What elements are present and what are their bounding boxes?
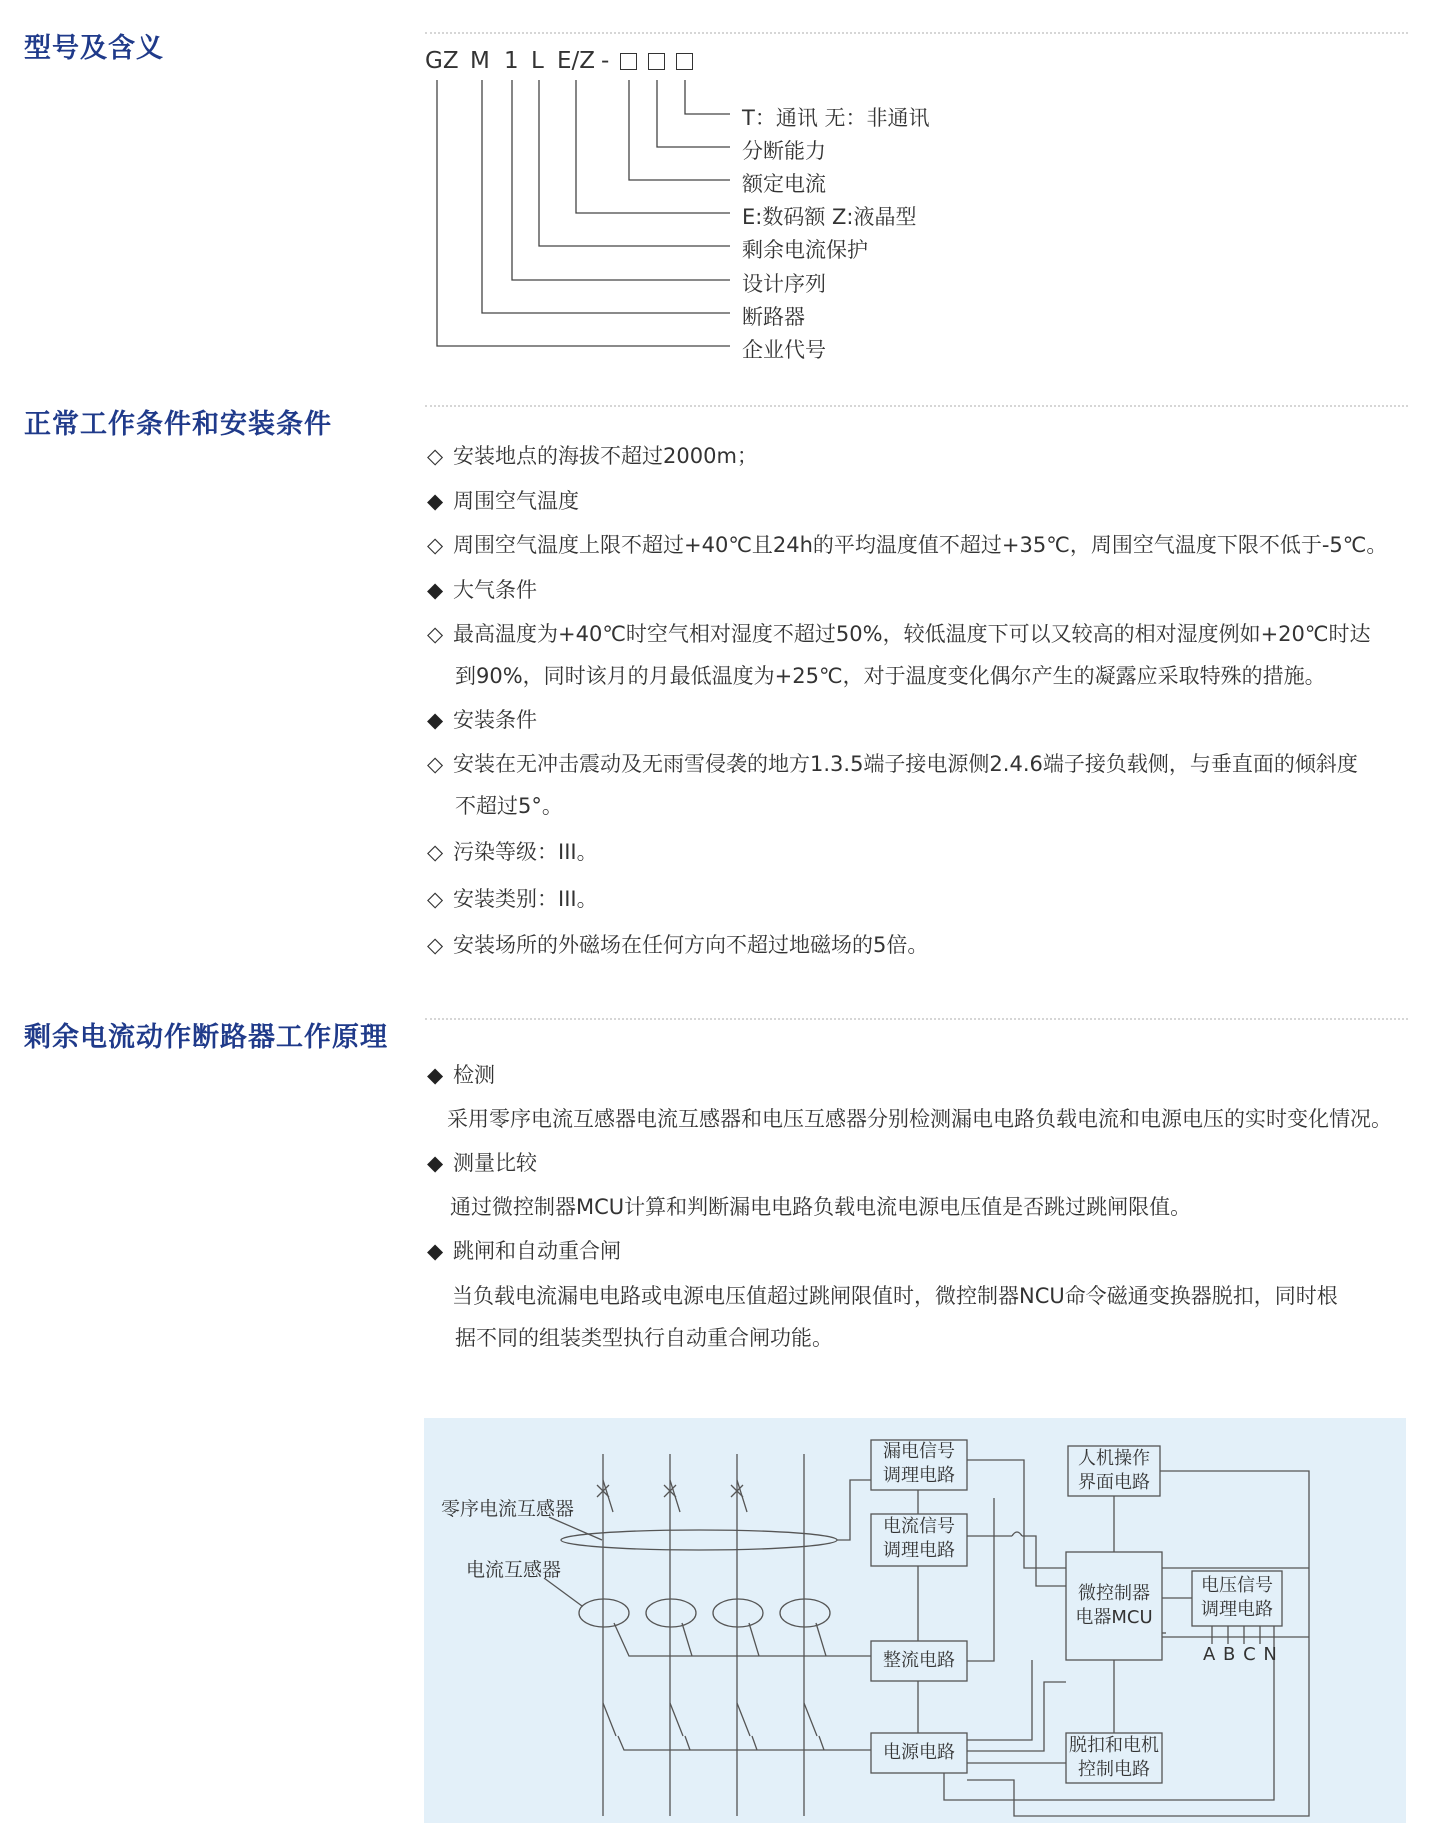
code-meaning: T：通讯 无：非通讯 bbox=[742, 106, 930, 130]
code-part-dash: - bbox=[601, 48, 610, 74]
list-item: ◆ 安装条件 bbox=[427, 708, 537, 732]
list-item-continuation: 到90%，同时该月的月最低温度为+25℃，对于温度变化偶尔产生的凝露应采取特殊的措施。 bbox=[455, 664, 1326, 688]
diamond-outline-icon: ◇ bbox=[427, 752, 444, 776]
block-trip-motor: 脱扣和电机 控制电路 bbox=[1069, 1735, 1159, 1780]
block-voltage-signal: 电压信号 调理电路 bbox=[1201, 1575, 1273, 1620]
label-current-transformer: 电流互感器 bbox=[466, 1559, 562, 1581]
code-meaning: 剩余电流保护 bbox=[742, 238, 868, 262]
diamond-outline-icon: ◇ bbox=[427, 533, 444, 557]
principle-heading: ◆ 检测 bbox=[427, 1063, 495, 1087]
code-part-ez: E/Z bbox=[557, 48, 596, 74]
block-rectifier: 整流电路 bbox=[883, 1650, 955, 1671]
diamond-filled-icon: ◆ bbox=[427, 1151, 444, 1175]
section-title-model: 型号及含义 bbox=[24, 33, 164, 64]
list-item-continuation: 不超过5°。 bbox=[455, 794, 563, 818]
code-meaning: 设计序列 bbox=[742, 272, 826, 296]
block-mcu: 微控制器 电器MCU bbox=[1075, 1583, 1153, 1628]
section-title-principle: 剩余电流动作断路器工作原理 bbox=[24, 1022, 388, 1053]
list-item: ◇ 污染等级：III。 bbox=[427, 840, 598, 864]
list-item: ◆ 大气条件 bbox=[427, 578, 537, 602]
divider bbox=[425, 405, 1408, 407]
principle-text: 当负载电流漏电电路或电源电压值超过跳闸限值时，微控制器NCU命令磁通变换器脱扣，同时根 bbox=[452, 1284, 1338, 1308]
list-item: ◇ 周围空气温度上限不超过+40℃且24h的平均温度值不超过+35℃，周围空气温度下限不低于-5℃。 bbox=[427, 533, 1388, 557]
block-current-signal: 电流信号 调理电路 bbox=[883, 1516, 955, 1561]
block-hmi: 人机操作 界面电路 bbox=[1078, 1448, 1150, 1493]
section-title-conditions: 正常工作条件和安装条件 bbox=[24, 409, 332, 440]
list-item: ◇ 安装场所的外磁场在任何方向不超过地磁场的5倍。 bbox=[427, 933, 929, 957]
diamond-outline-icon: ◇ bbox=[427, 444, 444, 468]
code-meaning: 额定电流 bbox=[742, 172, 826, 196]
block-power: 电源电路 bbox=[883, 1742, 955, 1763]
diamond-filled-icon: ◆ bbox=[427, 1239, 444, 1263]
model-code-leader-lines bbox=[0, 0, 1431, 360]
code-meaning: 企业代号 bbox=[742, 338, 826, 362]
list-item: ◆ 周围空气温度 bbox=[427, 489, 579, 513]
list-item: ◇ 最高温度为+40℃时空气相对湿度不超过50%，较低温度下可以又较高的相对湿度例如+20℃时达 bbox=[427, 622, 1371, 646]
principle-text: 采用零序电流互感器电流互感器和电压互感器分别检测漏电电路负载电流和电源电压的实时变化情况。 bbox=[447, 1107, 1392, 1131]
diamond-outline-icon: ◇ bbox=[427, 933, 444, 957]
principle-heading: ◆ 测量比较 bbox=[427, 1151, 537, 1175]
principle-heading: ◆ 跳闸和自动重合闸 bbox=[427, 1239, 621, 1263]
code-meaning: E:数码额 Z:液晶型 bbox=[742, 205, 917, 229]
diamond-filled-icon: ◆ bbox=[427, 1063, 444, 1087]
diamond-outline-icon: ◇ bbox=[427, 840, 444, 864]
label-zero-sequence-ct: 零序电流互感器 bbox=[441, 1498, 575, 1520]
diamond-filled-icon: ◆ bbox=[427, 578, 444, 602]
code-part-m: M bbox=[470, 48, 490, 74]
diamond-outline-icon: ◇ bbox=[427, 622, 444, 646]
principle-text: 据不同的组装类型执行自动重合闸功能。 bbox=[455, 1326, 833, 1350]
diamond-outline-icon: ◇ bbox=[427, 887, 444, 911]
code-part-gz: GZ bbox=[425, 48, 459, 74]
list-item: ◇ 安装地点的海拔不超过2000m； bbox=[427, 444, 758, 468]
list-item: ◇ 安装类别：III。 bbox=[427, 887, 598, 911]
divider bbox=[425, 1018, 1408, 1020]
code-meaning: 分断能力 bbox=[742, 139, 826, 163]
list-item: ◇ 安装在无冲击震动及无雨雪侵袭的地方1.3.5端子接电源侧2.4.6端子接负载侧，与垂直面的倾斜度 bbox=[427, 752, 1358, 776]
code-part-l: L bbox=[531, 48, 544, 74]
block-leak-signal: 漏电信号 调理电路 bbox=[883, 1441, 955, 1486]
code-part-1: 1 bbox=[504, 48, 519, 74]
code-meaning: 断路器 bbox=[742, 305, 805, 329]
block-diagram bbox=[424, 1418, 1406, 1823]
diamond-filled-icon: ◆ bbox=[427, 489, 444, 513]
principle-text: 通过微控制器MCU计算和判断漏电电路负载电流电源电压值是否跳过跳闸限值。 bbox=[450, 1195, 1192, 1219]
diamond-filled-icon: ◆ bbox=[427, 708, 444, 732]
label-phases: A B C N bbox=[1203, 1644, 1278, 1665]
